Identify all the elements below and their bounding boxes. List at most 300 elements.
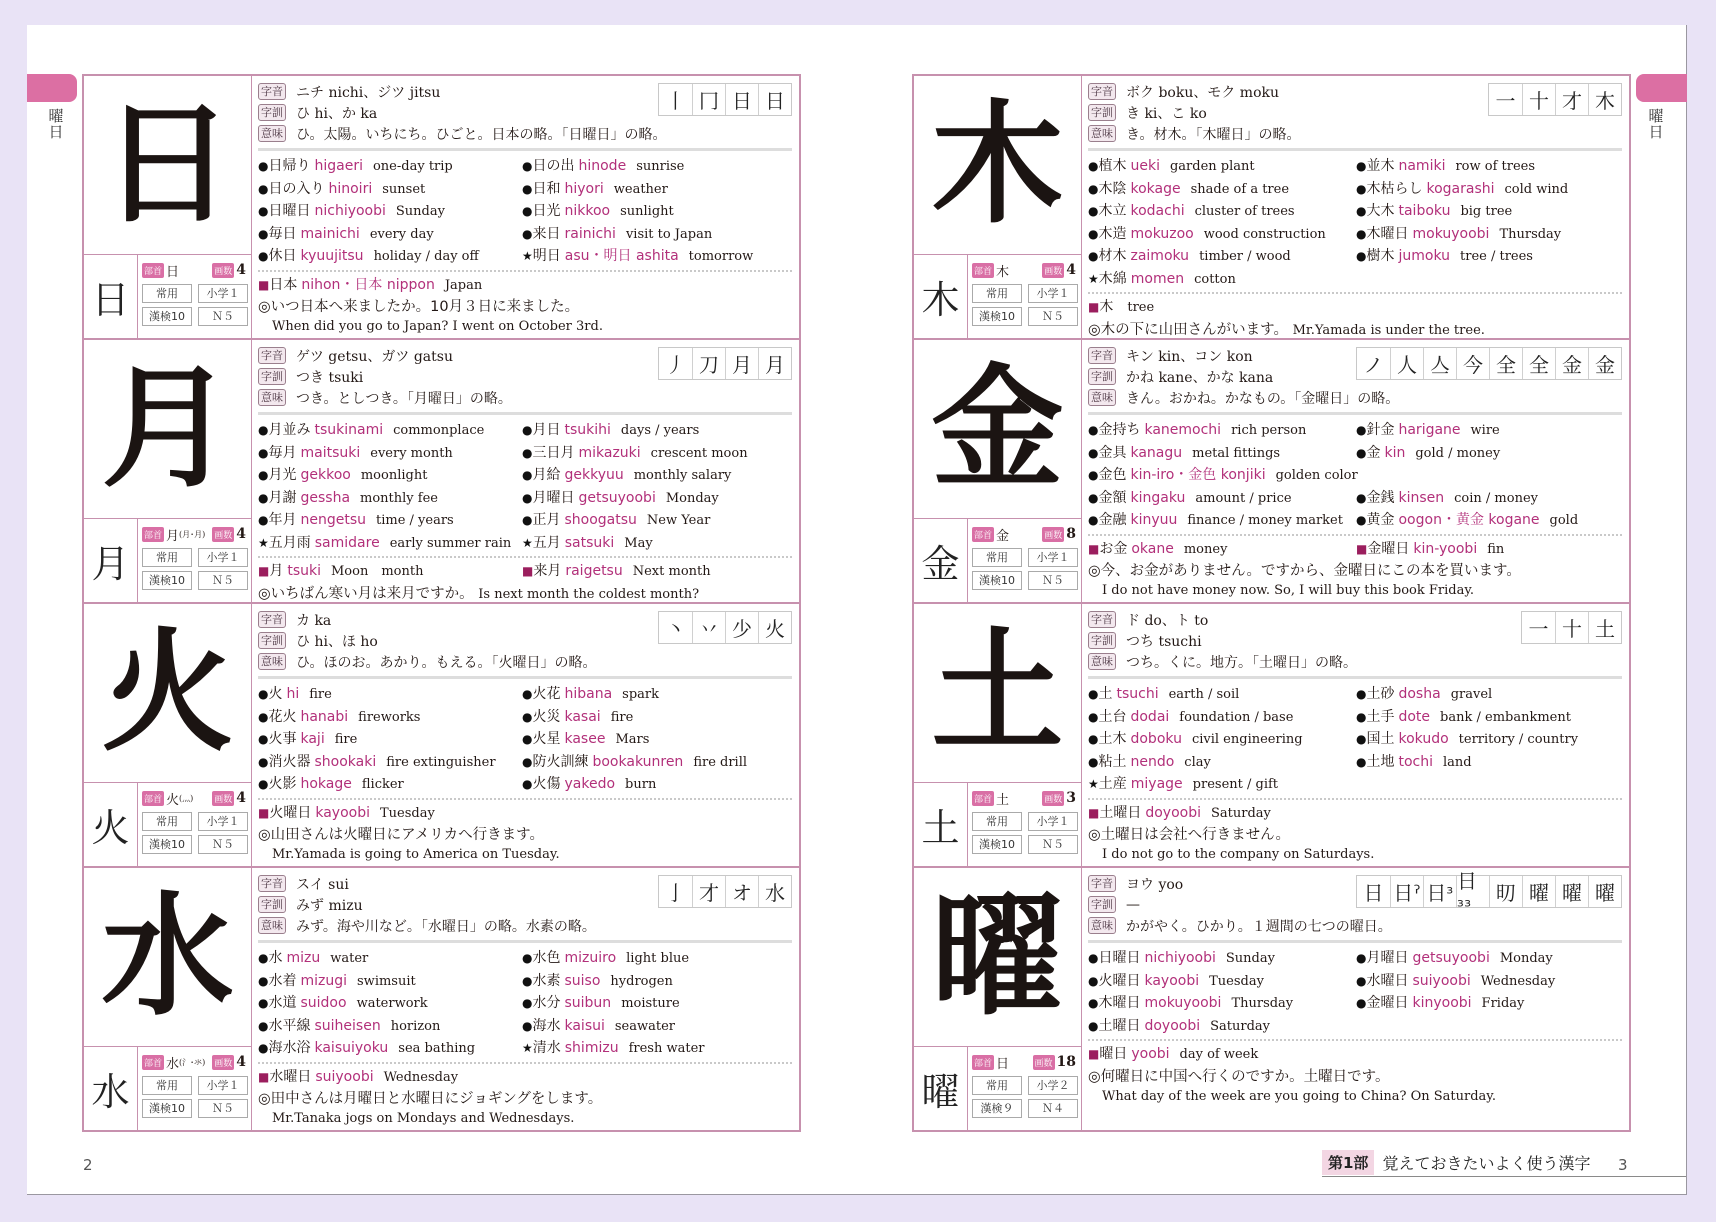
vocab-english: garden plant bbox=[1169, 159, 1255, 174]
bullet-icon: ● bbox=[522, 687, 533, 701]
kanji-entry-3 bbox=[84, 868, 799, 1130]
vocab-list bbox=[258, 155, 792, 268]
vocab-item bbox=[258, 532, 522, 555]
stroke-count-value: 4 bbox=[236, 262, 246, 278]
vocab-english: Thursday bbox=[1231, 996, 1294, 1011]
small-kanji: 日 bbox=[84, 255, 138, 338]
radical-value: 金 bbox=[996, 528, 1010, 544]
bullet-icon: ● bbox=[1088, 490, 1099, 505]
footer-part-badge: 第1部 bbox=[1322, 1150, 1374, 1175]
vocab-item bbox=[258, 442, 522, 465]
tag-kanken: 漢検９ bbox=[972, 1099, 1022, 1118]
tag-jouyou: 常用 bbox=[142, 284, 192, 303]
vocab-romaji: kayoobi bbox=[1144, 972, 1200, 989]
level-tags bbox=[972, 1076, 1078, 1118]
dotted-divider bbox=[258, 1062, 792, 1064]
bullet-icon: ● bbox=[522, 226, 533, 241]
vocab-english: monthly fee bbox=[360, 490, 438, 506]
vocab-english: visit to Japan bbox=[625, 226, 713, 242]
vocab-word: 土曜日 bbox=[1098, 1017, 1141, 1034]
vocab-item bbox=[258, 773, 522, 796]
stroke-order-boxes bbox=[658, 611, 792, 644]
key-word-list bbox=[258, 274, 792, 297]
vocab-word: 火 bbox=[268, 686, 283, 702]
vocab-word: 日本 bbox=[269, 276, 298, 293]
vocab-word: 樹木 bbox=[1366, 248, 1395, 264]
bullet-icon: ■ bbox=[1088, 541, 1100, 556]
key-word-list bbox=[258, 1066, 792, 1089]
vocab-item bbox=[1088, 487, 1356, 510]
vocab-item bbox=[522, 419, 792, 442]
key-word-list bbox=[1088, 1043, 1622, 1066]
entry-content bbox=[252, 868, 799, 1130]
vocab-item bbox=[522, 487, 792, 510]
stroke-order-boxes bbox=[658, 83, 792, 116]
example-sentence-jp bbox=[1088, 560, 1622, 582]
radical-value: 土 bbox=[996, 792, 1010, 808]
kanji-entry-2 bbox=[914, 604, 1629, 868]
bullet-icon: ● bbox=[1088, 513, 1099, 527]
bullet-icon: ● bbox=[1088, 687, 1099, 701]
vocab-item bbox=[522, 1015, 792, 1038]
tag-school-grade: 小学１ bbox=[1028, 548, 1078, 567]
vocab-list bbox=[1088, 947, 1622, 1037]
tag-jlpt: Ｎ５ bbox=[1028, 307, 1078, 326]
stroke-order-step: 旫 bbox=[1489, 876, 1522, 907]
bullet-icon: ● bbox=[1356, 204, 1367, 218]
bullet-icon: ■ bbox=[258, 805, 270, 820]
vocab-word: 金額 bbox=[1098, 489, 1127, 506]
bullet-icon: ● bbox=[1356, 181, 1367, 196]
vocab-word: 金銭 bbox=[1366, 489, 1395, 506]
vocab-english: New Year bbox=[646, 513, 711, 528]
vocab-item bbox=[522, 706, 792, 729]
kun-reading-label: 字訓 bbox=[1088, 632, 1116, 649]
example-translation: Mr.Tanaka jogs on Mondays and Wednesdays. bbox=[272, 1111, 575, 1126]
vocab-word: 金持ち bbox=[1098, 422, 1141, 438]
stroke-count-value: 3 bbox=[1066, 790, 1076, 806]
kanji-info bbox=[914, 782, 1081, 866]
tag-kanken: 漢検10 bbox=[972, 307, 1022, 326]
bullet-icon: ● bbox=[522, 732, 533, 746]
stroke-order-step: 少 bbox=[725, 612, 758, 643]
kun-reading: つち tsuchi bbox=[1126, 633, 1202, 650]
vocab-romaji: kinyoobi bbox=[1412, 995, 1472, 1011]
vocab-item bbox=[1088, 178, 1356, 201]
vocab-english: Moon month bbox=[331, 564, 424, 579]
vocab-english: time / years bbox=[376, 513, 454, 528]
vocab-item bbox=[522, 464, 792, 487]
stroke-order-step: 金 bbox=[1555, 348, 1588, 379]
stroke-order-step: 日 bbox=[758, 84, 791, 115]
small-kanji: 月 bbox=[84, 519, 138, 602]
vocab-romaji: suibun bbox=[564, 995, 612, 1011]
vocab-romaji: kaji bbox=[300, 731, 325, 747]
tag-jlpt: Ｎ５ bbox=[198, 835, 248, 854]
bullet-icon: ■ bbox=[522, 564, 534, 578]
vocab-english: cotton bbox=[1194, 271, 1236, 287]
dotted-divider bbox=[258, 556, 792, 558]
stroke-order-step: 日ᶟ bbox=[1423, 876, 1456, 907]
stroke-order-step: 亅 bbox=[665, 881, 686, 905]
vocab-english: swimsuit bbox=[357, 973, 416, 989]
vocab-item bbox=[1088, 200, 1356, 223]
bullet-icon: ● bbox=[1356, 226, 1367, 241]
vocab-item bbox=[1356, 970, 1622, 993]
vocab-word: 水素 bbox=[532, 972, 561, 989]
vocab-item bbox=[258, 487, 522, 510]
bullet-icon: ● bbox=[258, 754, 269, 769]
vocab-word: 毎月 bbox=[268, 444, 297, 461]
vocab-word: 月日 bbox=[532, 422, 561, 438]
vocab-item bbox=[1088, 683, 1356, 706]
vocab-item bbox=[1088, 706, 1356, 729]
vocab-item bbox=[522, 683, 792, 706]
kanji-column bbox=[914, 76, 1082, 338]
vocab-item bbox=[522, 947, 792, 970]
bullet-icon: ● bbox=[258, 732, 269, 746]
radical-label: 部首 bbox=[972, 791, 994, 806]
vocab-item bbox=[1356, 509, 1622, 532]
vocab-english: Mars bbox=[615, 732, 650, 747]
vocab-item bbox=[258, 178, 522, 201]
vocab-word: 金具 bbox=[1098, 444, 1127, 461]
bullet-icon: ● bbox=[1356, 951, 1367, 965]
vocab-romaji: mokuzoo bbox=[1130, 225, 1194, 242]
bullet-icon: ● bbox=[522, 1018, 533, 1033]
entry-content bbox=[1082, 76, 1629, 338]
vocab-romaji: hokage bbox=[300, 776, 352, 792]
vocab-romaji: kayoobi bbox=[315, 804, 370, 821]
vocab-english: Monday bbox=[1499, 951, 1553, 966]
kanji-meta bbox=[138, 519, 251, 602]
dotted-divider bbox=[258, 798, 792, 800]
vocab-english: wire bbox=[1470, 423, 1500, 438]
vocab-word: 日曜日 bbox=[268, 203, 311, 219]
meaning-label: 意味 bbox=[1088, 125, 1116, 142]
vocab-word: 月給 bbox=[532, 467, 561, 483]
vocab-romaji: asu・明日 ashita bbox=[564, 248, 679, 264]
vocab-word: 木枯らし bbox=[1366, 180, 1423, 197]
vocab-word: 木曜日 bbox=[1366, 225, 1409, 242]
vocab-romaji: mizugi bbox=[300, 972, 348, 989]
vocab-word: 木陰 bbox=[1098, 180, 1127, 197]
stroke-order-step: 水 bbox=[758, 876, 791, 907]
tag-jlpt: Ｎ５ bbox=[1028, 571, 1078, 590]
vocab-romaji: taiboku bbox=[1398, 203, 1451, 219]
bullet-icon: ● bbox=[1356, 513, 1367, 527]
vocab-romaji: kin bbox=[1384, 444, 1406, 461]
divider bbox=[258, 412, 792, 415]
bullet-icon: ● bbox=[522, 490, 533, 505]
key-word-item bbox=[1088, 296, 1356, 319]
vocab-romaji: satsuki bbox=[564, 534, 615, 551]
vocab-word: 月謝 bbox=[268, 489, 297, 506]
level-tags bbox=[972, 548, 1078, 590]
vocab-item bbox=[1088, 419, 1356, 442]
bullet-icon: ● bbox=[522, 159, 533, 173]
key-word-item bbox=[258, 560, 522, 583]
vocab-english: commonplace bbox=[393, 423, 485, 438]
stroke-count-value: 8 bbox=[1066, 526, 1076, 542]
stroke-order-step: 火 bbox=[758, 612, 791, 643]
vocab-word: 五月 bbox=[532, 534, 561, 551]
stroke-count-label: 画数 bbox=[212, 263, 234, 278]
tag-kanken: 漢検10 bbox=[972, 835, 1022, 854]
tag-jlpt: Ｎ５ bbox=[198, 1099, 248, 1118]
vocab-romaji: hinode bbox=[578, 158, 627, 174]
vocab-item bbox=[1088, 773, 1356, 796]
vocab-romaji: suiyoobi bbox=[315, 1068, 374, 1085]
vocab-romaji: okane bbox=[1131, 540, 1174, 557]
bullet-icon: ■ bbox=[1088, 1047, 1100, 1061]
stroke-count-label: 画数 bbox=[1033, 1055, 1055, 1070]
bullet-icon: ■ bbox=[1356, 541, 1368, 556]
vocab-item bbox=[258, 223, 522, 246]
vocab-word: 水曜日 bbox=[1366, 972, 1409, 989]
vocab-word: 植木 bbox=[1098, 158, 1127, 174]
vocab-english: coin / money bbox=[1454, 490, 1538, 506]
stroke-order-step: 丨 bbox=[665, 89, 686, 113]
radical-label: 部首 bbox=[142, 791, 164, 806]
tag-kanken: 漢検10 bbox=[142, 571, 192, 590]
small-kanji: 木 bbox=[914, 255, 968, 338]
stroke-count-label: 画数 bbox=[1042, 791, 1064, 806]
vocab-english: horizon bbox=[390, 1018, 441, 1034]
bullet-icon: ● bbox=[1088, 204, 1099, 218]
divider bbox=[1088, 412, 1622, 415]
vocab-romaji: tsuchi bbox=[1116, 686, 1159, 702]
vocab-english: amount / price bbox=[1195, 490, 1292, 506]
stroke-count-field bbox=[212, 262, 246, 278]
on-reading-label: 字音 bbox=[1088, 83, 1116, 100]
vocab-romaji: tsukihi bbox=[564, 422, 611, 438]
vocab-english: cold wind bbox=[1504, 181, 1569, 197]
stroke-count-field bbox=[212, 1054, 246, 1070]
vocab-romaji: jumoku bbox=[1398, 248, 1450, 264]
vocab-english: crescent moon bbox=[650, 445, 748, 461]
left-page-panel bbox=[82, 74, 801, 1132]
vocab-english: sea bathing bbox=[398, 1041, 476, 1056]
bullet-icon: ● bbox=[258, 159, 269, 173]
vocab-word: 木立 bbox=[1098, 203, 1127, 219]
vocab-word: 並木 bbox=[1366, 158, 1395, 174]
vocab-english: fire bbox=[334, 732, 358, 747]
kanji-info bbox=[914, 518, 1081, 602]
vocab-word: 木 bbox=[1099, 299, 1114, 315]
vocab-list bbox=[258, 947, 792, 1060]
vocab-item bbox=[258, 728, 522, 751]
vocab-romaji: nikkoo bbox=[564, 203, 611, 219]
stroke-order-step: 木 bbox=[1588, 84, 1621, 115]
vocab-item bbox=[1356, 419, 1622, 442]
vocab-item bbox=[522, 155, 792, 178]
vocab-word: 日の入り bbox=[268, 180, 325, 197]
example-sentence-jp bbox=[258, 824, 792, 846]
meaning: き。材木。「木曜日」の略。 bbox=[1126, 126, 1301, 143]
vocab-item bbox=[1356, 683, 1622, 706]
vocab-item bbox=[522, 773, 792, 796]
vocab-romaji: shimizu bbox=[564, 1040, 619, 1056]
vocab-english: moonlight bbox=[360, 468, 428, 483]
meaning: つち。くに。地方。「土曜日」の略。 bbox=[1126, 654, 1357, 671]
vocab-item bbox=[258, 683, 522, 706]
bullet-icon: ● bbox=[258, 490, 269, 505]
vocab-romaji: kasee bbox=[564, 731, 606, 747]
bullet-icon: ■ bbox=[258, 1069, 270, 1084]
level-tags bbox=[142, 1076, 248, 1118]
tag-jlpt: Ｎ５ bbox=[198, 571, 248, 590]
example-translation: Mr.Yamada is going to America on Tuesday. bbox=[272, 847, 560, 862]
example-sentence-jp bbox=[258, 583, 792, 605]
large-kanji: 木 bbox=[931, 87, 1064, 242]
bullet-icon: ★ bbox=[258, 535, 269, 550]
bullet-icon: ● bbox=[258, 445, 269, 460]
vocab-romaji: kin-iro・金色 konjiki bbox=[1130, 467, 1266, 483]
radical-note: (灬) bbox=[179, 793, 194, 803]
page-number-left: 2 bbox=[83, 1156, 93, 1174]
kanji-entry-2 bbox=[84, 604, 799, 868]
kun-reading: き ki、こ ko bbox=[1126, 105, 1207, 122]
vocab-item bbox=[258, 245, 522, 268]
bullet-icon: ● bbox=[1088, 249, 1099, 263]
vocab-romaji: hinoiri bbox=[328, 180, 373, 197]
vocab-item bbox=[1356, 706, 1622, 729]
example-translation: When did you go to Japan? I went on October 3rd. bbox=[272, 319, 603, 334]
stroke-count-field bbox=[212, 790, 246, 806]
page-number-right: 3 bbox=[1618, 1156, 1628, 1174]
key-word-item bbox=[258, 1066, 522, 1089]
vocab-english: civil engineering bbox=[1191, 732, 1303, 747]
radical-field bbox=[142, 789, 193, 808]
vocab-romaji: doboku bbox=[1130, 731, 1182, 747]
tag-school-grade: 小学１ bbox=[1028, 812, 1078, 831]
vocab-english: territory / country bbox=[1458, 732, 1579, 747]
key-word-list bbox=[1088, 802, 1622, 825]
small-kanji: 水 bbox=[84, 1047, 138, 1130]
level-tags bbox=[142, 548, 248, 590]
meaning: ひ。ほのお。あかり。もえる。「火曜日」の略。 bbox=[296, 654, 597, 671]
vocab-item bbox=[1356, 155, 1622, 178]
tag-kanken: 漢検10 bbox=[972, 571, 1022, 590]
vocab-word: 休日 bbox=[268, 248, 297, 264]
vocab-romaji: maitsuki bbox=[300, 444, 361, 461]
radical-value: 日 bbox=[166, 264, 180, 280]
vocab-word: 水分 bbox=[532, 995, 561, 1011]
on-reading: ボク boku、モク moku bbox=[1126, 84, 1279, 101]
meaning-label: 意味 bbox=[1088, 653, 1116, 670]
vocab-word: 消火器 bbox=[268, 753, 311, 770]
key-word-item bbox=[1088, 1043, 1356, 1066]
vocab-english: row of trees bbox=[1455, 159, 1536, 174]
vocab-romaji: kyuujitsu bbox=[300, 248, 364, 264]
vocab-word: 土台 bbox=[1098, 708, 1127, 725]
tag-jlpt: Ｎ４ bbox=[1028, 1099, 1078, 1118]
radical-field bbox=[972, 525, 1009, 544]
vocab-word: 日光 bbox=[532, 203, 561, 219]
small-kanji: 火 bbox=[84, 783, 138, 866]
stroke-count-label: 画数 bbox=[1042, 263, 1064, 278]
stroke-order-step: ノ bbox=[1363, 353, 1384, 377]
radical-note: (月･月) bbox=[179, 529, 206, 539]
stroke-count-value: 4 bbox=[1066, 262, 1076, 278]
radical-label: 部首 bbox=[142, 1055, 164, 1070]
kanji-entry-0 bbox=[84, 76, 799, 340]
stroke-order-step: 才 bbox=[1555, 84, 1588, 115]
vocab-romaji: bookakunren bbox=[592, 753, 684, 770]
vocab-item bbox=[522, 728, 792, 751]
vocab-english: flicker bbox=[361, 777, 404, 792]
vocab-item bbox=[1088, 970, 1356, 993]
example-translation: I do not have money now. So, I will buy this book Friday. bbox=[1102, 583, 1475, 598]
large-kanji: 土 bbox=[931, 615, 1064, 770]
kanji-column bbox=[84, 604, 252, 866]
vocab-item bbox=[1356, 992, 1622, 1015]
bullet-icon: ● bbox=[1088, 973, 1099, 988]
vocab-word: 黄金 bbox=[1366, 512, 1395, 528]
vocab-romaji: kanemochi bbox=[1144, 422, 1222, 438]
on-reading-label: 字音 bbox=[258, 875, 286, 892]
vocab-item bbox=[1088, 1015, 1356, 1038]
vocab-word: 針金 bbox=[1366, 422, 1395, 438]
vocab-word: 海水 bbox=[532, 1017, 561, 1034]
vocab-english: holiday / day off bbox=[373, 249, 479, 264]
vocab-english: monthly salary bbox=[633, 468, 732, 483]
meaning: みず。海や川など。「水曜日」の略。水素の略。 bbox=[296, 918, 596, 935]
kanji-meta bbox=[968, 1047, 1081, 1130]
on-reading: ゲツ getsu、ガツ gatsu bbox=[296, 348, 453, 365]
vocab-romaji: mikazuki bbox=[578, 444, 641, 461]
on-reading-label: 字音 bbox=[258, 83, 286, 100]
divider bbox=[1088, 148, 1622, 151]
kanji-meta bbox=[138, 1047, 251, 1130]
key-word-item bbox=[522, 560, 792, 583]
vocab-romaji: kaisuiyoku bbox=[314, 1040, 389, 1056]
vocab-romaji: getsuyoobi bbox=[1412, 950, 1490, 966]
vocab-romaji: shookaki bbox=[314, 753, 377, 770]
radical-field bbox=[972, 261, 1009, 280]
vocab-english: present / gift bbox=[1192, 777, 1279, 792]
bullet-icon: ● bbox=[1356, 996, 1367, 1010]
bullet-icon: ● bbox=[1088, 951, 1099, 965]
vocab-english: timber / wood bbox=[1199, 249, 1291, 264]
vocab-romaji: mizuiro bbox=[564, 950, 617, 966]
stroke-order-step: 月 bbox=[758, 348, 791, 379]
vocab-romaji: kodachi bbox=[1130, 203, 1185, 219]
vocab-english: rich person bbox=[1231, 423, 1307, 438]
dotted-divider bbox=[1088, 1039, 1622, 1041]
vocab-item bbox=[258, 1015, 522, 1038]
key-word-list bbox=[1088, 296, 1622, 319]
section-tab-label-right: 曜日 bbox=[1648, 107, 1664, 141]
example-jp-text: ◎いちばん寒い月は来月ですか。 bbox=[258, 585, 474, 602]
dotted-divider bbox=[1088, 534, 1622, 536]
vocab-item bbox=[1088, 464, 1622, 487]
vocab-item bbox=[522, 200, 792, 223]
stroke-order-step: 曜 bbox=[1555, 876, 1588, 907]
large-kanji: 水 bbox=[101, 879, 234, 1034]
vocab-romaji: nendo bbox=[1130, 753, 1175, 770]
stroke-count-field bbox=[1042, 526, 1076, 542]
vocab-word: 清水 bbox=[532, 1040, 561, 1056]
vocab-word: 火傷 bbox=[532, 776, 561, 792]
vocab-item bbox=[522, 532, 792, 555]
vocab-romaji: kogarashi bbox=[1426, 180, 1495, 197]
vocab-word: 土砂 bbox=[1366, 686, 1395, 702]
example-translation: I do not go to the company on Saturdays. bbox=[1102, 847, 1375, 862]
example-sentence-jp bbox=[1088, 1066, 1622, 1088]
vocab-english: May bbox=[624, 535, 653, 551]
